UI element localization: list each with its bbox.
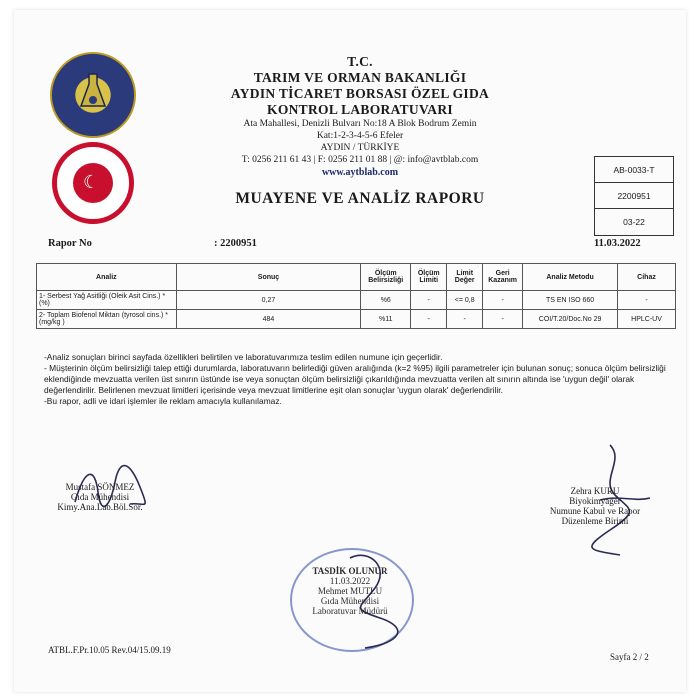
signature-role: Numune Kabul ve Rapor — [549, 506, 641, 516]
column-header: Ölçüm Limiti — [411, 264, 447, 291]
header-tc: T.C. — [347, 54, 373, 69]
table-cell: - — [618, 291, 676, 310]
table-cell: COI/T.20/Doc.No 29 — [523, 310, 618, 329]
column-header: Sonuç — [176, 264, 361, 291]
table-header-row — [37, 264, 676, 291]
note-item: - Müşterinin ölçüm belirsizliği talep ettiği durumlarda, laboratuvarın belirlediği güven aralığında (k=2 %95) ilgili parametreler için bulunan sonuç; sonuca ölçüm belirsizliği eklendiğinde mevzuatta verilen üst sınırın üstünde ise veya sonuçtan ölçüm belirsizliği çıkarıldığında mevzuatta verilen alt sınırın altında ise 'uygun değil' olarak değerlendirilir. Belirlenen mevzuat limitleri içerisinde veya mevzuat limitlerine eşit olan sonuçlar 'uygun olarak' değerlendirilir. — [44, 363, 666, 395]
document-code: ATBL.F.Pr.10.05 Rev.04/15.09.19 — [48, 645, 171, 655]
approval-heading: TASDİK OLUNUR — [312, 566, 388, 576]
report-title: MUAYENE VE ANALİZ RAPORU — [235, 190, 485, 207]
flask-icon — [80, 72, 106, 110]
approval-name: Mehmet MUTLU — [317, 586, 383, 596]
header-website: www.aytblab.com — [321, 167, 399, 178]
table-cell: - — [483, 310, 523, 329]
signature-role: Kimy.Ana.Lab.Böl.Sor. — [57, 502, 143, 512]
table-cell: TS EN ISO 660 — [523, 291, 618, 310]
table-cell: - — [411, 310, 447, 329]
table-cell: %6 — [361, 291, 411, 310]
report-number: : 2200951 — [214, 238, 257, 249]
header-org-line2: KONTROL LABORATUVARI — [267, 102, 453, 117]
report-date: 11.03.2022 — [594, 238, 641, 249]
right-signature-block — [520, 486, 670, 526]
lab-logo — [50, 52, 136, 138]
note-item: -Analiz sonuçları birinci sayfada özellikleri belirtilen ve laboratuvarımıza teslim edilen numune için geçerlidir. — [44, 352, 443, 362]
table-row — [37, 291, 676, 310]
header-address2: Kat:1-2-3-4-5-6 Efeler — [316, 131, 404, 141]
table-cell: - — [483, 291, 523, 310]
approval-role: Laboratuvar Müdürü — [312, 606, 388, 616]
signature-role: Düzenleme Birimi — [561, 516, 629, 526]
approval-title: Gıda Mühendisi — [320, 596, 380, 606]
document-code-box — [594, 156, 674, 236]
approval-date: 11.03.2022 — [329, 576, 371, 586]
code-box-cell: 03-22 — [623, 217, 645, 227]
header-org-line1: AYDIN TİCARET BORSASI ÖZEL GIDA — [230, 86, 490, 101]
column-header: Geri Kazanım — [483, 264, 523, 291]
column-header: Limit Değer — [447, 264, 483, 291]
signature-name: Mustafa SÖNMEZ — [65, 482, 135, 492]
signature-name: Zehra KURU — [570, 486, 620, 496]
column-header: Analiz — [37, 264, 177, 291]
header-address3: AYDIN / TÜRKİYE — [320, 143, 400, 153]
ministry-logo — [52, 142, 134, 224]
crescent-star-icon: ☾ — [83, 172, 100, 192]
code-box-cell: AB-0033-T — [595, 157, 673, 183]
code-box-cell: 2200951 — [595, 183, 673, 209]
table-cell: 1- Serbest Yağ Asitliği (Oleik Asit Cins.) * (%) — [37, 291, 177, 310]
table-cell: 0,27 — [176, 291, 361, 310]
left-signature-block — [40, 482, 160, 512]
report-number-label: Rapor No — [48, 238, 92, 249]
page-number: Sayfa 2 / 2 — [610, 652, 649, 662]
table-cell: <= 0,8 — [447, 291, 483, 310]
header-ministry: TARIM VE ORMAN BAKANLIĞI — [253, 70, 467, 85]
table-row — [37, 310, 676, 329]
report-notes — [44, 352, 674, 407]
results-table — [36, 263, 676, 329]
signature-title: Biyokimyager — [569, 496, 621, 506]
table-cell: 2- Toplam Biofenol Miktarı (tyrosol cins.) * (mg/kg ) — [37, 310, 177, 329]
column-header: Analiz Metodu — [523, 264, 618, 291]
column-header: Ölçüm Belirsizliği — [361, 264, 411, 291]
header-contact: T: 0256 211 61 43 | F: 0256 211 01 88 | @: info@avtblab.com — [241, 155, 479, 165]
table-cell: - — [447, 310, 483, 329]
table-cell: 484 — [176, 310, 361, 329]
note-item: -Bu rapor, adli ve idari işlemler ile reklam amacıyla kullanılamaz. — [44, 396, 282, 406]
table-cell: HPLC-UV — [618, 310, 676, 329]
table-cell: %11 — [361, 310, 411, 329]
column-header: Cihaz — [618, 264, 676, 291]
signature-title: Gıda Mühendisi — [70, 492, 130, 502]
header-address1: Ata Mahallesi, Denizli Bulvarı No:18 A Blok Bodrum Zemin — [243, 119, 477, 129]
table-cell: - — [411, 291, 447, 310]
approval-block — [280, 566, 420, 616]
